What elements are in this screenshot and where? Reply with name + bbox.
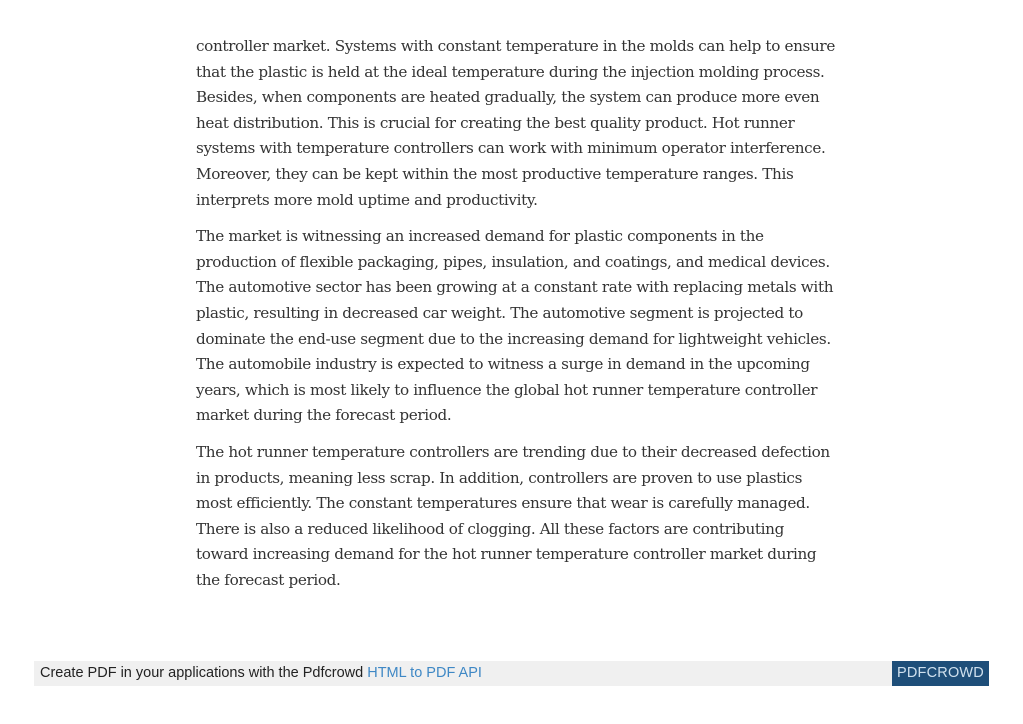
- paragraph-2: The market is witnessing an increased demand for plastic components in the production of flexible packaging, pipes, insulation, and coatings, and medical devices. The automotive sector has been growing at a constant rate with replacing metals with plastic, resulting in decreased car weight. The automotive segment is projected to dominate the end-use segment due to the increasing demand for lightweight vehicles. The automobile industry is expected to witness a surge in demand in the upcoming years, which is most likely to influence the global hot runner temperature controller market during the forecast period.: [196, 227, 834, 425]
- footer-caption-text: Create PDF in your applications with the Pdfcrowd: [40, 665, 368, 681]
- pdfcrowd-footer-bar: [34, 661, 989, 686]
- pdfcrowd-brand-button[interactable]: PDFCROWD: [892, 661, 989, 686]
- document-body: [196, 34, 836, 604]
- paragraph-3: The hot runner temperature controllers are trending due to their decreased defection in products, meaning less scrap. In addition, controllers are proven to use plastics most efficiently. The constant temperatures ensure that wear is carefully managed. There is also a reduced likelihood of clogging. All these factors are contributing toward increasing demand for the hot runner temperature controller market during the forecast period.: [196, 442, 830, 589]
- paragraph-1: controller market. Systems with constant temperature in the molds can help to ensure that the plastic is held at the ideal temperature during the injection molding process. Besides, when components are heated gradually, the system can produce more even heat distribution. This is crucial for creating the best quality product. Hot runner systems with temperature controllers can work with minimum operator interference. Moreover, they can be kept within the most productive temperature ranges. This interprets more mold uptime and productivity.: [196, 37, 835, 209]
- html-to-pdf-api-link[interactable]: HTML to PDF API: [367, 665, 482, 681]
- footer-caption: [40, 665, 482, 681]
